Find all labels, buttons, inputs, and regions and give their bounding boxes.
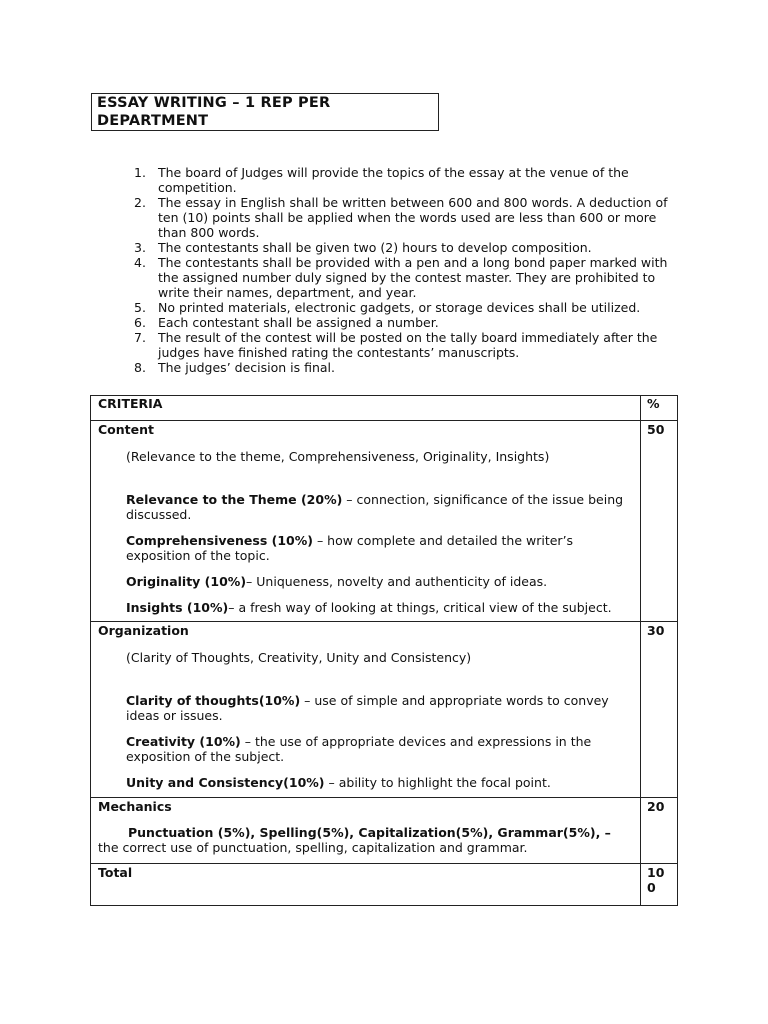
content-note: (Relevance to the theme, Comprehensiveness, Originality, Insights) bbox=[126, 449, 550, 464]
criterion-desc: – use of simple and appropriate words to convey ideas or issues. bbox=[126, 693, 609, 723]
table-row-organization bbox=[91, 622, 678, 798]
rules-list bbox=[120, 165, 680, 375]
list-item bbox=[120, 300, 680, 315]
list-item bbox=[120, 360, 680, 375]
criterion-label: Relevance to the Theme (20%) bbox=[126, 492, 343, 507]
criterion-desc: – how complete and detailed the writer’s exposition of the topic. bbox=[126, 533, 574, 563]
list-number: 8. bbox=[134, 360, 146, 375]
list-number: 5. bbox=[134, 300, 146, 315]
criterion-label: Unity and Consistency(10%) bbox=[126, 775, 325, 790]
criterion-item bbox=[98, 600, 634, 615]
criterion-desc: – a fresh way of looking at things, critical view of the subject. bbox=[228, 600, 612, 615]
list-item bbox=[120, 315, 680, 330]
criterion-desc: – ability to highlight the focal point. bbox=[324, 775, 551, 790]
percent-header: % bbox=[647, 396, 660, 411]
list-number: 1. bbox=[134, 165, 146, 180]
list-number: 6. bbox=[134, 315, 146, 330]
table-row-mechanics bbox=[91, 798, 678, 864]
organization-heading: Organization bbox=[98, 623, 189, 638]
organization-note: (Clarity of Thoughts, Creativity, Unity and Consistency) bbox=[126, 650, 472, 665]
content-heading: Content bbox=[98, 422, 154, 437]
rule-text: The essay in English shall be written between 600 and 800 words. A deduction of ten (10) points shall be applied when the words used are less than 600 or more than 800 words. bbox=[158, 195, 668, 240]
criterion-label: Clarity of thoughts(10%) bbox=[126, 693, 301, 708]
page-title: ESSAY WRITING – 1 REP PER DEPARTMENT bbox=[91, 93, 439, 131]
rule-text: Each contestant shall be assigned a number. bbox=[158, 315, 439, 330]
rule-text: The contestants shall be given two (2) hours to develop composition. bbox=[158, 240, 592, 255]
organization-percent: 30 bbox=[647, 623, 665, 638]
mechanics-desc: the correct use of punctuation, spelling, capitalization and grammar. bbox=[98, 840, 528, 855]
rule-text: The result of the contest will be posted on the tally board immediately after the judges have finished rating the contestants’ manuscripts. bbox=[158, 330, 658, 360]
mechanics-label: Punctuation (5%), Spelling(5%), Capitalization(5%), Grammar(5%), – bbox=[128, 825, 611, 840]
mechanics-percent: 20 bbox=[647, 799, 665, 814]
list-number: 7. bbox=[134, 330, 146, 345]
criterion-item bbox=[98, 574, 634, 589]
list-item bbox=[120, 165, 680, 195]
rule-text: The contestants shall be provided with a pen and a long bond paper marked with the assigned number duly signed by the contest master. They are prohibited to write their names, department, and year. bbox=[158, 255, 668, 300]
mechanics-heading: Mechanics bbox=[98, 799, 172, 814]
criterion-desc: – the use of appropriate devices and expressions in the exposition of the subject. bbox=[126, 734, 592, 764]
criterion-label: Creativity (10%) bbox=[126, 734, 241, 749]
criterion-item bbox=[98, 734, 634, 764]
criterion-item bbox=[98, 775, 634, 790]
criterion-label: Insights (10%) bbox=[126, 600, 229, 615]
list-item bbox=[120, 195, 680, 240]
rule-text: The board of Judges will provide the topics of the essay at the venue of the competition. bbox=[158, 165, 629, 195]
criterion-label: Comprehensiveness (10%) bbox=[126, 533, 313, 548]
criteria-table bbox=[90, 395, 678, 906]
total-percent: 10 0 bbox=[647, 865, 665, 895]
criterion-desc: – Uniqueness, novelty and authenticity of ideas. bbox=[246, 574, 548, 589]
criterion-item bbox=[98, 492, 634, 522]
criterion-item bbox=[98, 693, 634, 723]
criteria-header: CRITERIA bbox=[98, 396, 163, 411]
criterion-label: Originality (10%) bbox=[126, 574, 247, 589]
list-number: 2. bbox=[134, 195, 146, 210]
list-number: 4. bbox=[134, 255, 146, 270]
list-item bbox=[120, 240, 680, 255]
table-row-content bbox=[91, 421, 678, 622]
table-row-total bbox=[91, 864, 678, 906]
content-percent: 50 bbox=[647, 422, 665, 437]
rule-text: No printed materials, electronic gadgets, or storage devices shall be utilized. bbox=[158, 300, 641, 315]
list-item bbox=[120, 255, 680, 300]
rule-text: The judges’ decision is final. bbox=[158, 360, 335, 375]
criterion-desc: – connection, significance of the issue being discussed. bbox=[126, 492, 624, 522]
list-number: 3. bbox=[134, 240, 146, 255]
list-item bbox=[120, 330, 680, 360]
total-heading: Total bbox=[98, 865, 133, 880]
criterion-item bbox=[98, 533, 634, 563]
table-header-row bbox=[91, 396, 678, 421]
